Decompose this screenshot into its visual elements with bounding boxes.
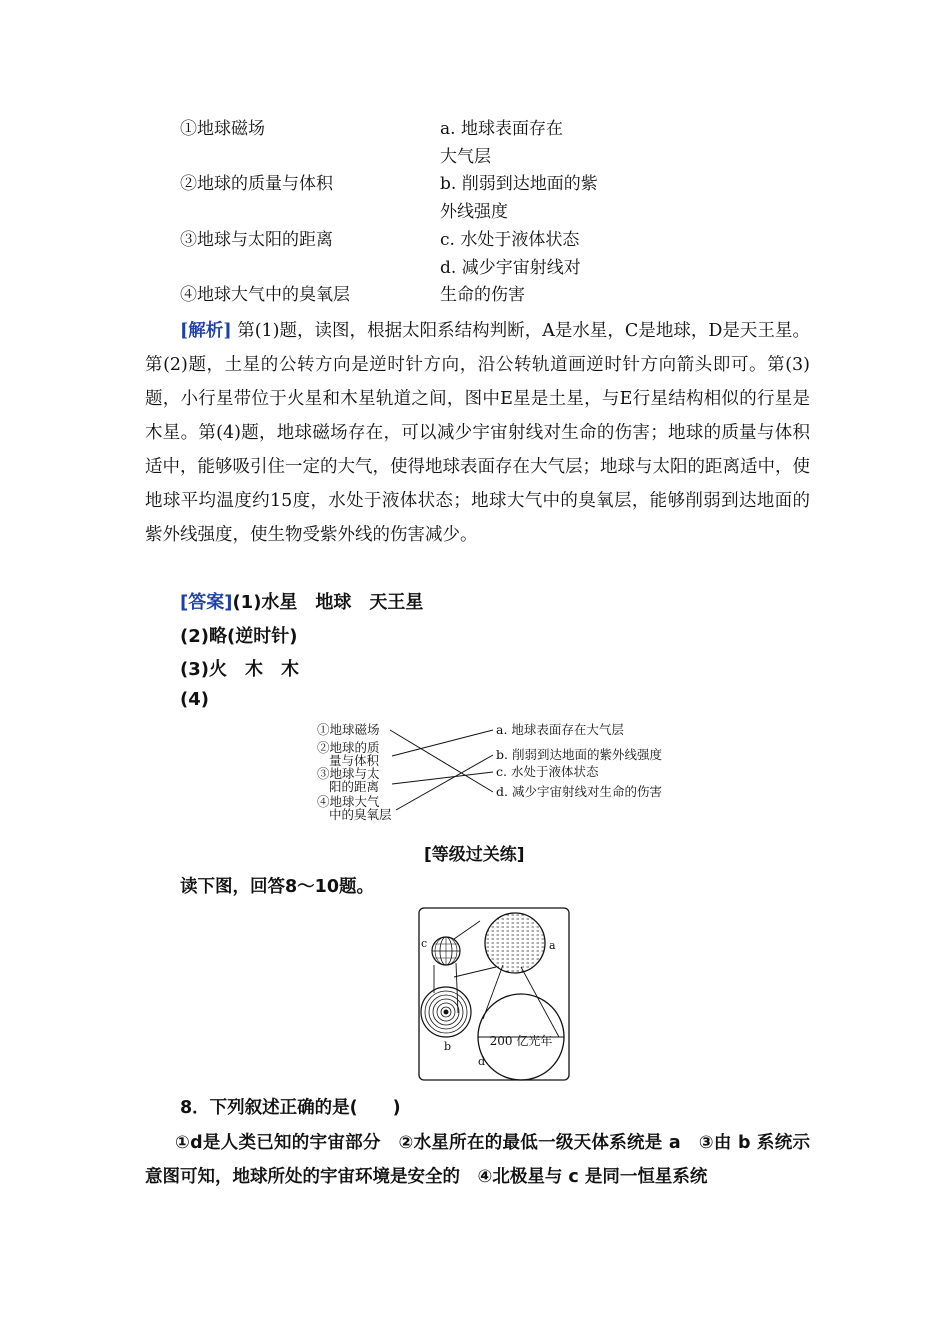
analysis-text: 第(1)题，读图，根据太阳系结构判断，A是水星，C是地球，D是天王星。第(2)题，土星的公转方向是逆时针方向，沿公转轨道画逆时针方向箭头即可。第(3)题，小行星带位于火星和木星轨道之间，图中E星是土星，与E行星结构相似的行星是木星。第(4)题，地球磁场存在，可以减少宇宙射线对生命的伤害；地球的质量与体积适中，能够吸引住一定的大气，使得地球表面存在大气层；地球与太阳的距离适中，使地球平均温度约15度，水处于液体状态；地球大气中的臭氧层，能够削弱到达地面的紫外线强度，使生物受紫外线的伤害减少。 — [145, 321, 810, 545]
fig-right-a: a. 地球表面存在大气层 — [496, 722, 624, 737]
fig-left-2a: ②地球的质 — [317, 740, 380, 755]
fig-left-2b: 量与体积 — [329, 753, 380, 768]
line-3-c — [392, 772, 493, 784]
question-intro: 读下图，回答8～10题。 — [180, 877, 375, 897]
match-left-2: ②地球的质量与体积 — [180, 174, 333, 194]
fig-left-3a: ③地球与太 — [317, 766, 380, 781]
match-right-d2: 生命的伤害 — [440, 285, 525, 305]
match-right-a1: a. 地球表面存在 — [440, 119, 563, 139]
universe-figure — [416, 905, 572, 1083]
label-b: b — [444, 1040, 452, 1053]
system-c-globe — [432, 937, 460, 965]
answer-line-1 — [180, 588, 423, 614]
match-right-b2: 外线强度 — [440, 202, 508, 222]
line-2-a — [392, 730, 493, 756]
match-lines — [390, 730, 493, 810]
match-right-c: c. 水处于液体状态 — [440, 230, 580, 250]
match-left-4: ④地球大气中的臭氧层 — [180, 285, 350, 305]
scale-label: 200 亿光年 — [489, 1034, 553, 1048]
label-d: d — [478, 1055, 486, 1068]
answer-label: [答案] — [180, 592, 233, 613]
answer-1: (1)水星 地球 天王星 — [232, 592, 424, 613]
answer-3: (3)火 木 木 — [180, 659, 299, 680]
answer-2: (2)略(逆时针) — [180, 626, 298, 647]
fig-left-4a: ④地球大气 — [317, 794, 380, 809]
fig-left-3b: 阳的距离 — [329, 779, 380, 794]
fig-right-d: d. 减少宇宙射线对生命的伤害 — [496, 784, 662, 799]
fig-right-b: b. 削弱到达地面的紫外线强度 — [496, 747, 662, 762]
fig-left-1: ①地球磁场 — [317, 722, 380, 737]
match-left-3: ③地球与太阳的距离 — [180, 230, 333, 250]
answer-4: (4) — [180, 689, 209, 710]
question-8-stem: 8．下列叙述正确的是( ) — [180, 1098, 401, 1118]
analysis-paragraph — [145, 314, 810, 552]
question-8-options: ①d是人类已知的宇宙部分 ②水星所在的最低一级天体系统是 a ③由 b 系统示意图可知，地球所处的宇宙环境是安全的 ④北极星与 c 是同一恒星系统 — [145, 1133, 810, 1187]
label-c: c — [421, 937, 428, 950]
analysis-label: [解析] — [180, 321, 232, 341]
match-right-b1: b. 削弱到达地面的紫 — [440, 174, 598, 194]
system-a-circle — [485, 913, 545, 973]
matching-figure — [310, 718, 690, 830]
fig-right-c: c. 水处于液体状态 — [496, 764, 599, 779]
match-right-d1: d. 减少宇宙射线对 — [440, 258, 581, 278]
section-title: [等级过关练] — [424, 845, 525, 865]
label-a: a — [549, 939, 556, 952]
match-left-1: ①地球磁场 — [180, 119, 265, 139]
match-right-a2: 大气层 — [440, 147, 491, 167]
fig-left-4b: 中的臭氧层 — [329, 807, 392, 822]
